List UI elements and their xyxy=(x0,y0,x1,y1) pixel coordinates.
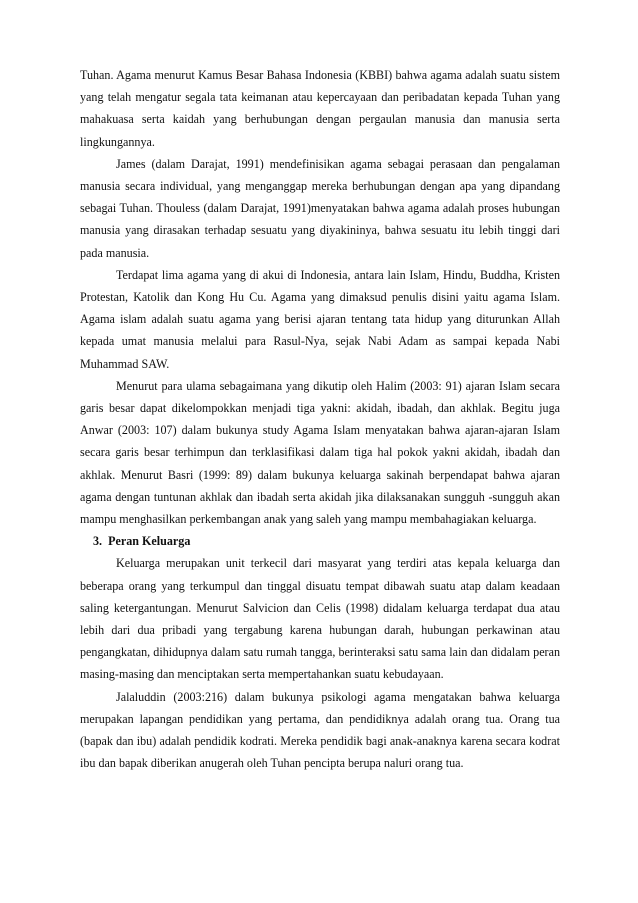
section-title: Peran Keluarga xyxy=(108,534,191,549)
section-heading xyxy=(80,530,560,552)
paragraph-james-thouless: James (dalam Darajat, 1991) mendefinisikan agama sebagai perasaan dan pengalaman manusia secara individual, yang menganggap mereka berhubungan dengan apa yang dipandang sebagai Tuhan. Thouless (dalam Darajat, 1991)menyatakan bahwa agama adalah proses hubungan manusia yang dirasakan terhadap sesuatu yang diyakininya, bahwa sesuatu itu lebih tinggi dari pada manusia. xyxy=(80,156,560,260)
document-body xyxy=(80,64,560,775)
paragraph-definition-kbbi: Tuhan. Agama menurut Kamus Besar Bahasa Indonesia (KBBI) bahwa agama adalah suatu sistem yang telah mengatur segala tata keimanan atau kepercayaan dan peribadatan kepada Tuhan yang mahakuasa serta kaidah yang berhubungan dengan pergaulan manusia dan manusia serta lingkungannya. xyxy=(80,68,560,149)
paragraph-keluarga-unit: Keluarga merupakan unit terkecil dari masyarat yang terdiri atas kepala keluarga dan beberapa orang yang terkumpul dan tinggal disuatu tempat dibawah suatu atap dalam keadaan saling ketergantungan. Menurut Salvicion dan Celis (1998) didalam keluarga terdapat dua atau lebih dari dua pribadi yang tergabung karena hubungan darah, hubungan perkawinan atau pengangkatan, dihidupnya dalam satu rumah tangga, berinteraksi satu sama lain dan didalam peran masing-masing dan menciptakan serta mempertahankan suatu kebudayaan. xyxy=(80,556,560,682)
paragraph-jalaluddin: Jalaluddin (2003:216) dalam bukunya psikologi agama mengatakan bahwa keluarga merupakan lapangan pendidikan yang pertama, dan pendidiknya adalah orang tua. Orang tua (bapak dan ibu) adalah pendidik kodrati. Mereka pendidik bagi anak-anaknya karena secara kodrat ibu dan bapak diberikan anugerah oleh Tuhan pencipta berupa naluri orang tua. xyxy=(80,689,560,771)
paragraph-ajaran-islam: Menurut para ulama sebagaimana yang dikutip oleh Halim (2003: 91) ajaran Islam secara garis besar dapat dikelompokkan menjadi tiga yakni: akidah, ibadah, dan akhlak. Begitu juga Anwar (2003: 107) dalam bukunya study Agama Islam menyatakan bahwa ajaran-ajaran Islam secara garis besar terhimpun dan terklasifikasi dalam tiga hal pokok yakni akidah, ibadah dan akhlak. Menurut Basri (1999: 89) dalam bukunya keluarga sakinah berpendapat bahwa ajaran agama dengan tuntunan akhlak dan ibadah serta akidah jika dilaksanakan sungguh -sungguh akan mampu menghasilkan perkembangan anak yang saleh yang mampu membahagiakan keluarga. xyxy=(80,378,560,527)
section-number: 3. xyxy=(93,534,103,549)
paragraph-lima-agama: Terdapat lima agama yang di akui di Indonesia, antara lain Islam, Hindu, Buddha, Kristen Protestan, Katolik dan Kong Hu Cu. Agama yang dimaksud penulis disini yaitu agama Islam. Agama islam adalah suatu agama yang berisi ajaran tentang tata hidup yang diturunkan Allah kepada umat manusia melalui para Rasul-Nya, sejak Nabi Adam as sampai kepada Nabi Muhammad SAW. xyxy=(80,267,560,371)
